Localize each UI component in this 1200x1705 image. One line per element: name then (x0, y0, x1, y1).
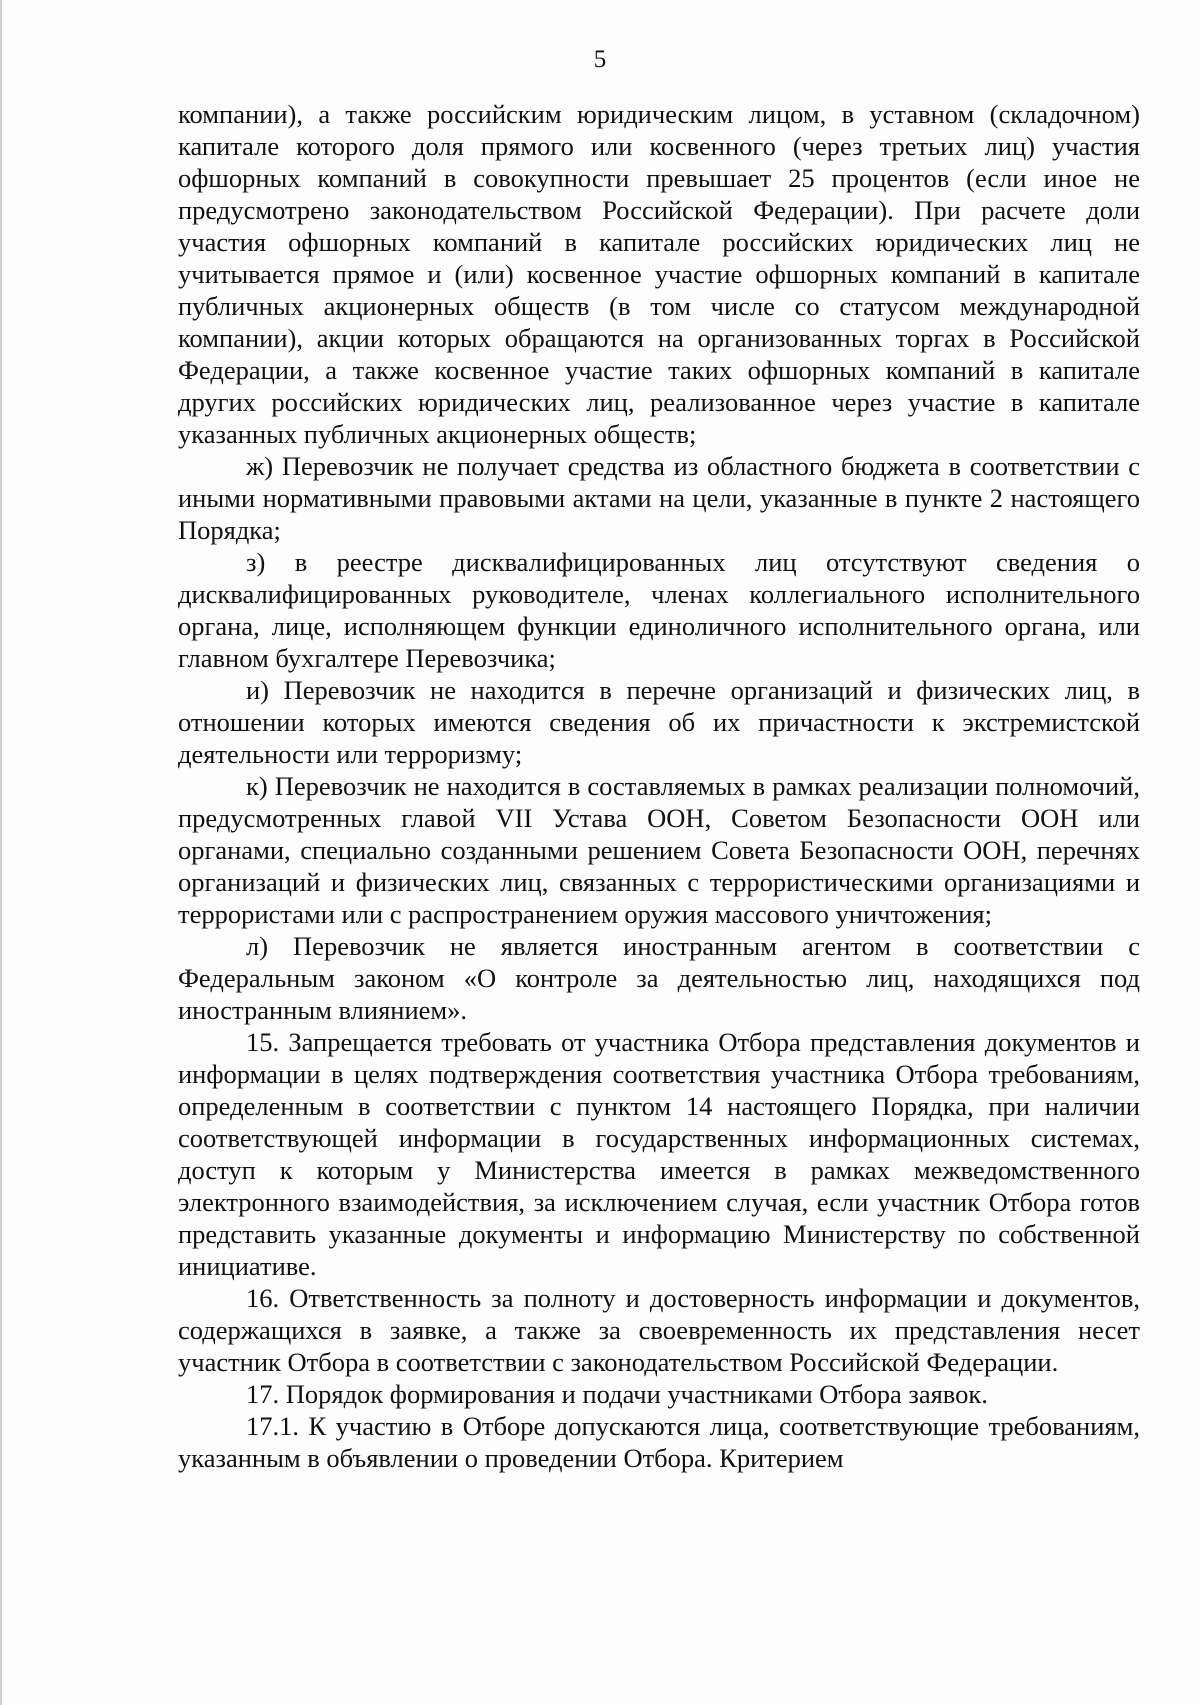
paragraph-15: 15. Запрещается требовать от участника Отбора представления документов и информации в целях подтверждения соответствия участника Отбора требованиям, определенным в соответствии с пунктом 14 настоящего Порядка, при наличии соответствующей информации в государственных информационных системах, доступ к которым у Министерства имеется в рамках межведомственного электронного взаимодействия, за исключением случая, если участник Отбора готов представить указанные документы и информацию Министерству по собственной инициативе. (178, 1027, 1140, 1281)
paragraph-17-1: 17.1. К участию в Отборе допускаются лица, соответствующие требованиям, указанным в объявлении о проведении Отбора. Критерием (178, 1411, 1140, 1473)
paragraph-16: 16. Ответственность за полноту и достоверность информации и документов, содержащихся в заявке, а также за своевременность их представления несет участник Отбора в соответствии с законодательством Российской Федерации. (178, 1283, 1140, 1377)
paragraph-item-i: и) Перевозчик не находится в перечне организаций и физических лиц, в отношении которых имеются сведения об их причастности к экстремистской деятельности или терроризму; (178, 675, 1140, 769)
scan-edge-mark (0, 0, 2, 1705)
paragraph-item-l: л) Перевозчик не является иностранным агентом в соответствии с Федеральным законом «О контроле за деятельностью лиц, находящихся под иностранным влиянием». (178, 931, 1140, 1025)
paragraph-item-k: к) Перевозчик не находится в составляемых в рамках реализации полномочий, предусмотренных главой VII Устава ООН, Советом Безопасности ООН или органами, специально созданными решением Совета Безопасности ООН, перечнях организаций и физических лиц, связанных с террористическими организациями и террористами или с распространением оружия массового уничтожения; (178, 771, 1140, 929)
paragraph-item-zh: ж) Перевозчик не получает средства из областного бюджета в соответствии с иными нормативными правовыми актами на цели, указанные в пункте 2 настоящего Порядка; (178, 451, 1140, 545)
page-number: 5 (593, 46, 607, 73)
paragraph-17: 17. Порядок формирования и подачи участниками Отбора заявок. (246, 1379, 988, 1409)
paragraph-continuation: компании), а также российским юридическим лицом, в уставном (складочном) капитале которого доля прямого или косвенного (через третьих лиц) участия офшорных компаний в совокупности превышает 25 процентов (если иное не предусмотрено законодательством Российской Федерации). При расчете доли участия офшорных компаний в капитале российских юридических лиц не учитывается прямое и (или) косвенное участие офшорных компаний в капитале публичных акционерных обществ (в том числе со статусом международной компании), акции которых обращаются на организованных торгах в Российской Федерации, а также косвенное участие таких офшорных компаний в капитале других российских юридических лиц, реализованное через участие в капитале указанных публичных акционерных обществ; (178, 99, 1140, 449)
document-body (178, 98, 1140, 1474)
paragraph-item-z: з) в реестре дисквалифицированных лиц отсутствуют сведения о дисквалифицированных руководителе, членах коллегиального исполнительного органа, лице, исполняющем функции единоличного исполнительного органа, или главном бухгалтере Перевозчика; (178, 547, 1140, 673)
